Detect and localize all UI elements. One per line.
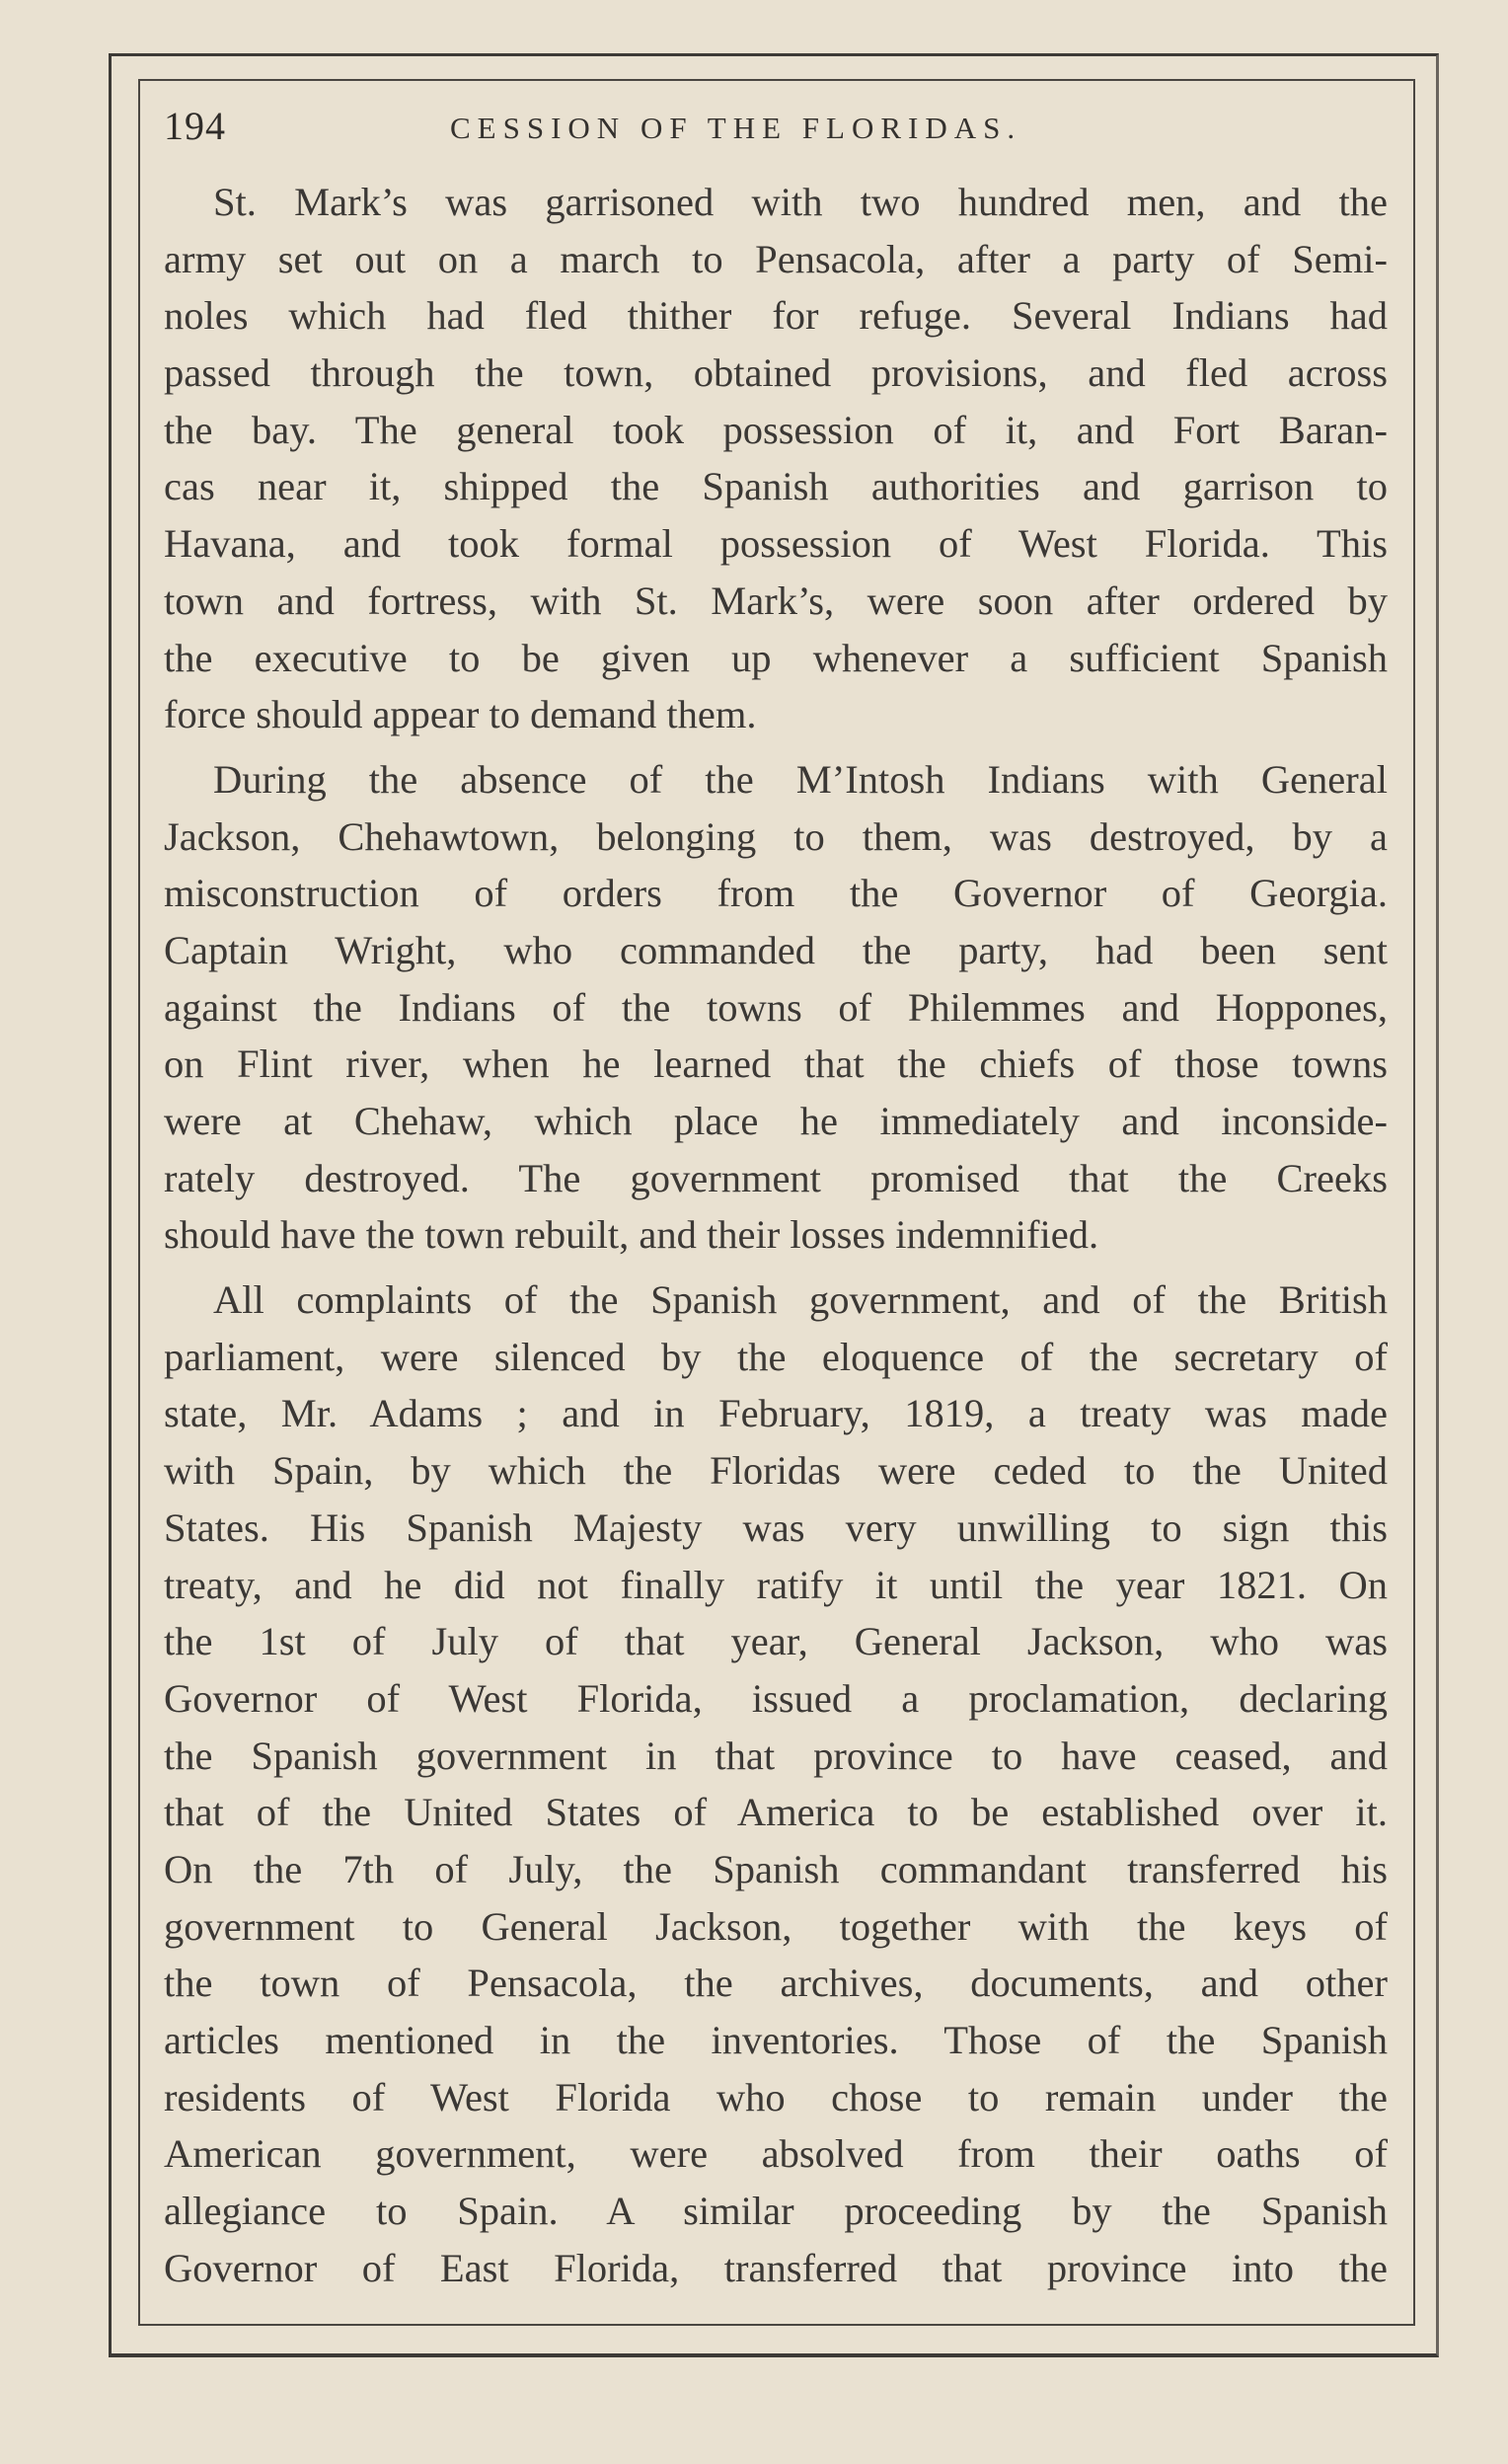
text-line: the 1st of July of that year, General Jackson, who was xyxy=(164,1619,1388,1664)
text-line: passed through the town, obtained provisions, and fled across xyxy=(164,350,1388,396)
text-line: town and fortress, with St. Mark’s, were soon after ordered by xyxy=(164,578,1388,623)
text-line: During the absence of the M’Intosh Indians with General xyxy=(213,756,1388,802)
body-text xyxy=(164,174,1388,2296)
text-line: should have the town rebuilt, and their losses indemnified. xyxy=(164,1212,1099,1258)
text-line: Havana, and took formal possession of West Florida. This xyxy=(164,521,1388,567)
text-line: treaty, and he did not finally ratify it until the year 1821. On xyxy=(164,1562,1388,1607)
text-line: Governor of West Florida, issued a proclamation, declaring xyxy=(164,1675,1388,1721)
text-line: noles which had fled thither for refuge. Several Indians had xyxy=(164,293,1388,339)
text-line: misconstruction of orders from the Governor of Georgia. xyxy=(164,871,1388,916)
text-line: against the Indians of the towns of Philemmes and Hoppones, xyxy=(164,984,1388,1030)
text-line: Governor of East Florida, transferred that province into the xyxy=(164,2245,1388,2290)
paragraph xyxy=(164,174,1388,743)
text-line: with Spain, by which the Floridas were ceded to the United xyxy=(164,1448,1388,1494)
text-line: the executive to be given up whenever a sufficient Spanish xyxy=(164,635,1388,680)
text-line: government to General Jackson, together with the keys of xyxy=(164,1903,1388,1949)
text-line: that of the United States of America to be established over it. xyxy=(164,1790,1388,1835)
text-line: States. His Spanish Majesty was very unwilling to sign this xyxy=(164,1504,1388,1550)
text-line: state, Mr. Adams ; and in February, 1819, a treaty was made xyxy=(164,1391,1388,1436)
text-line: the bay. The general took possession of it, and Fort Baran- xyxy=(164,407,1388,452)
page-number: 194 xyxy=(164,104,226,148)
text-line: All complaints of the Spanish government, and of the British xyxy=(213,1277,1388,1323)
text-line: the Spanish government in that province to have ceased, and xyxy=(164,1732,1388,1778)
paragraph xyxy=(164,1271,1388,2296)
text-line: On the 7th of July, the Spanish commandant transferred his xyxy=(164,1846,1388,1891)
text-line: force should appear to demand them. xyxy=(164,692,757,737)
text-line: cas near it, shipped the Spanish authorities and garrison to xyxy=(164,464,1388,509)
text-line: allegiance to Spain. A similar proceeding by the Spanish xyxy=(164,2189,1388,2234)
paragraph xyxy=(164,751,1388,1264)
page-header xyxy=(164,103,1394,158)
text-line: army set out on a march to Pensacola, after a party of Semi- xyxy=(164,236,1388,281)
running-head: CESSION OF THE FLORIDAS. xyxy=(450,111,1022,145)
text-line: parliament, were silenced by the eloquence of the secretary of xyxy=(164,1334,1388,1379)
text-line: on Flint river, when he learned that the chiefs of those towns xyxy=(164,1041,1388,1087)
text-line: rately destroyed. The government promised that the Creeks xyxy=(164,1155,1388,1200)
text-line: St. Mark’s was garrisoned with two hundred men, and the xyxy=(213,180,1388,224)
text-line: were at Chehaw, which place he immediately and inconside- xyxy=(164,1099,1388,1143)
text-line: Captain Wright, who commanded the party, had been sent xyxy=(164,927,1388,972)
text-line: articles mentioned in the inventories. Those of the Spanish xyxy=(164,2018,1388,2062)
text-line: residents of West Florida who chose to remain under the xyxy=(164,2074,1388,2119)
text-line: Jackson, Chehawtown, belonging to them, was destroyed, by a xyxy=(164,813,1388,859)
text-line: American government, were absolved from their oaths of xyxy=(164,2131,1388,2177)
text-line: the town of Pensacola, the archives, documents, and other xyxy=(164,1961,1388,2006)
